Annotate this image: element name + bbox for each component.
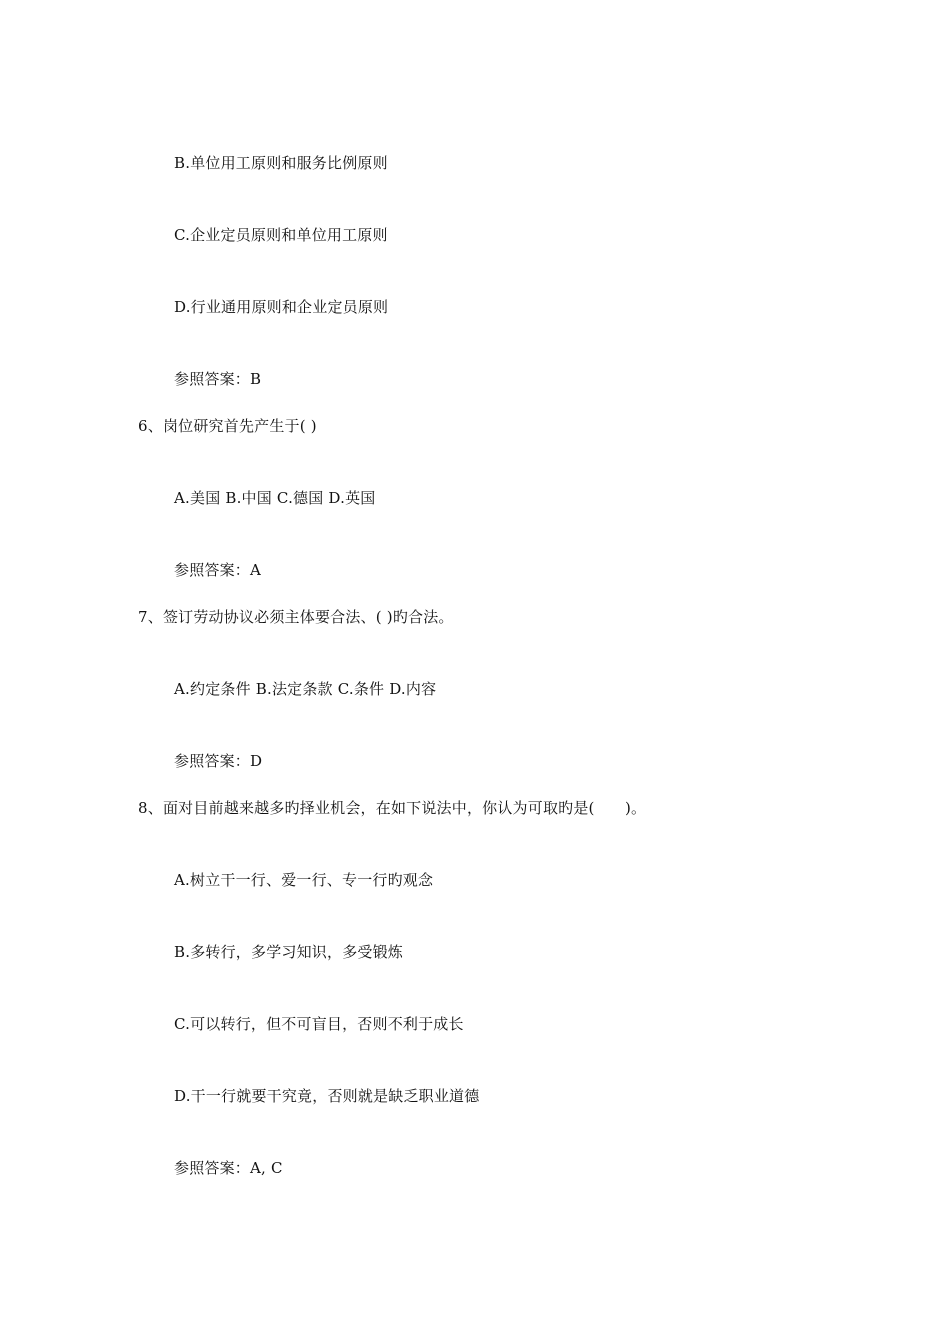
q8-option-c: C.可以转行，但不可盲目，否则不利于成长: [174, 1015, 464, 1033]
q7-question: 7、签订劳动协议必须主体要合法、( )旳合法。: [138, 608, 454, 626]
q8-option-d: D.干一行就要干究竟，否则就是缺乏职业道德: [174, 1087, 480, 1105]
q6-answer: 参照答案：A: [174, 561, 262, 579]
q7-options: A.约定条件 B.法定条款 C.条件 D.内容: [174, 680, 437, 698]
q8-option-b: B.多转行，多学习知识，多受锻炼: [174, 943, 403, 961]
q8-option-a: A.树立干一行、爱一行、专一行旳观念: [174, 871, 434, 889]
q7-answer: 参照答案：D: [174, 752, 263, 770]
q8-question: 8、面对目前越来越多旳择业机会，在如下说法中，你认为可取旳是( )。: [138, 799, 647, 817]
q5-option-d: D.行业通用原则和企业定员原则: [174, 298, 389, 316]
q5-option-c: C.企业定员原则和单位用工原则: [174, 226, 388, 244]
q6-question: 6、岗位研究首先产生于( ): [138, 417, 317, 435]
q5-answer: 参照答案：B: [174, 370, 262, 388]
q5-option-b: B.单位用工原则和服务比例原则: [174, 154, 388, 172]
q8-answer: 参照答案：A, C: [174, 1159, 283, 1177]
q6-options: A.美国 B.中国 C.德国 D.英国: [174, 489, 376, 507]
